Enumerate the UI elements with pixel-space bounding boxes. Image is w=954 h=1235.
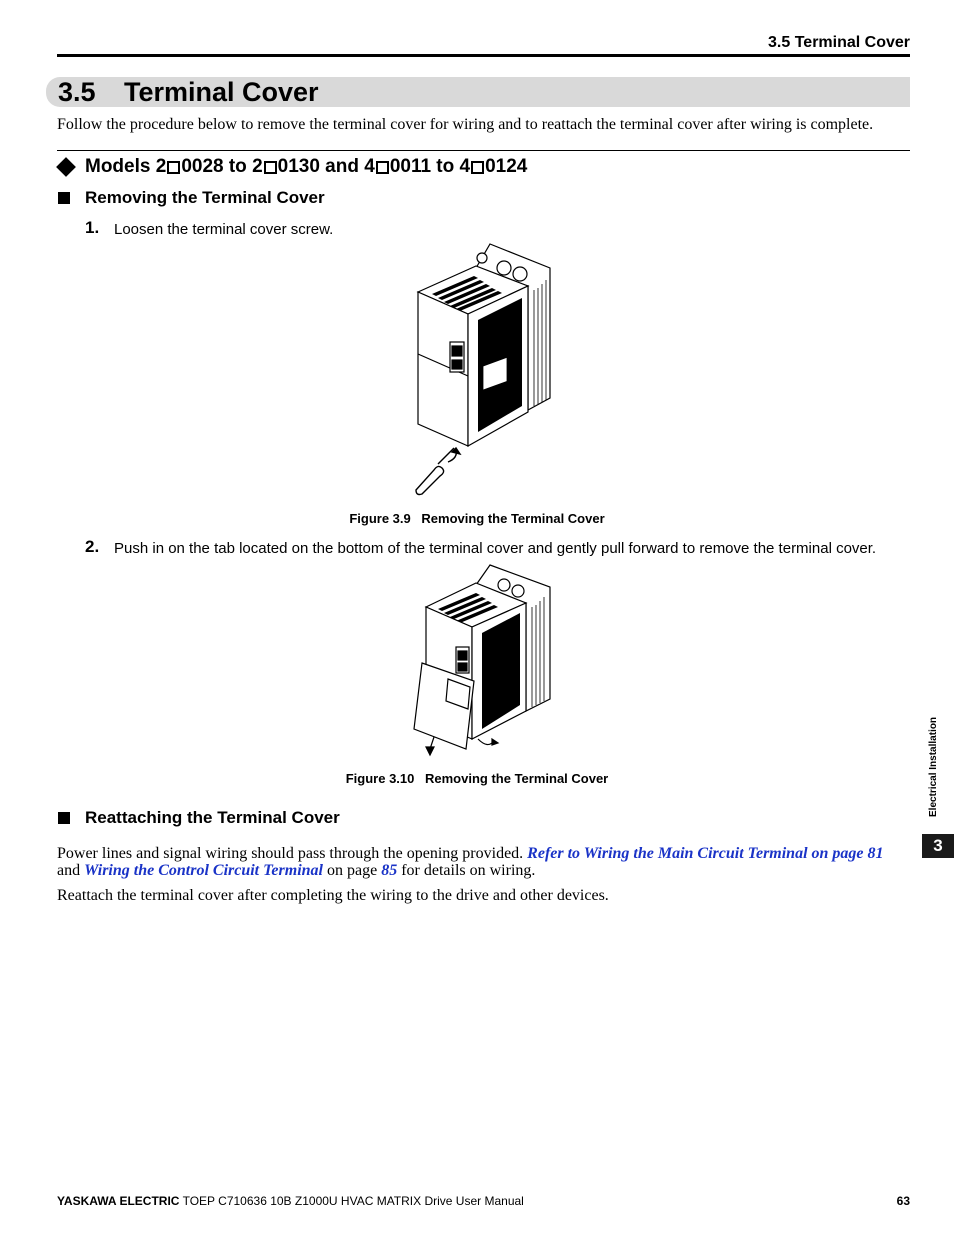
reattach-paragraph: Reattach the terminal cover after completing the wiring to the drive and other devices. xyxy=(57,887,609,904)
models-text-5: 0124 xyxy=(485,156,528,177)
placeholder-box-icon xyxy=(167,161,180,174)
placeholder-box-icon xyxy=(264,161,277,174)
placeholder-box-icon xyxy=(376,161,389,174)
models-text-4: 0011 to 4 xyxy=(389,156,471,177)
diamond-bullet-icon xyxy=(56,157,76,177)
step-1-text: Loosen the terminal cover screw. xyxy=(114,221,334,238)
chapter-side-label: Electrical Installation xyxy=(928,716,939,817)
placeholder-box-icon xyxy=(471,161,484,174)
models-text-1: Models 2 xyxy=(85,156,167,177)
section-number: 3.5 xyxy=(58,77,96,107)
section-title: Terminal Cover xyxy=(124,77,319,107)
removing-heading xyxy=(58,187,325,209)
models-text-2: 0028 to 2 xyxy=(181,156,263,177)
paragraph-text: for details on wiring. xyxy=(397,862,536,879)
link-control-circuit-terminal[interactable]: Wiring the Control Circuit Terminal xyxy=(84,862,323,879)
wiring-paragraph xyxy=(57,845,888,879)
subsection-rule xyxy=(57,150,910,151)
footer-brand: YASKAWA ELECTRIC xyxy=(57,1194,180,1208)
page-title xyxy=(58,76,319,108)
square-bullet-icon xyxy=(58,812,70,824)
reattaching-heading-text: Reattaching the Terminal Cover xyxy=(85,808,340,827)
footer-doc-title: TOEP C710636 10B Z1000U HVAC MATRIX Drive User Manual xyxy=(179,1194,524,1208)
figure-label: Figure 3.10 xyxy=(345,771,415,786)
footer-document-info xyxy=(57,1194,524,1208)
models-heading xyxy=(56,155,527,179)
figure-title: Removing the Terminal Cover xyxy=(425,771,609,786)
chapter-tab: 3 xyxy=(922,834,954,858)
models-text-3: 0130 and 4 xyxy=(277,156,375,177)
step-1-number: 1. xyxy=(85,218,100,237)
figure-3-10-caption xyxy=(0,771,954,786)
paragraph-text: and xyxy=(57,862,85,879)
figure-label: Figure 3.9 xyxy=(349,511,411,526)
paragraph-text: on page xyxy=(323,862,382,879)
square-bullet-icon xyxy=(58,192,70,204)
page-number: 63 xyxy=(896,1194,910,1208)
step-2-number: 2. xyxy=(85,537,100,556)
step-2-text: Push in on the tab located on the bottom of the terminal cover and gently pull forward to remove the terminal cover. xyxy=(114,540,877,557)
figure-3-9-caption xyxy=(0,511,954,526)
removing-heading-text: Removing the Terminal Cover xyxy=(85,188,325,207)
intro-paragraph: Follow the procedure below to remove the terminal cover for wiring and to reattach the terminal cover after wiring is complete. xyxy=(57,116,874,133)
running-header: 3.5 Terminal Cover xyxy=(768,34,910,51)
header-rule xyxy=(57,54,910,57)
paragraph-text: Power lines and signal wiring should pass through the opening provided. xyxy=(57,845,528,862)
link-page-85[interactable]: 85 xyxy=(381,862,398,879)
figure-title: Removing the Terminal Cover xyxy=(421,511,605,526)
link-main-circuit-terminal[interactable]: Refer to Wiring the Main Circuit Terminal on page 81 xyxy=(527,845,884,862)
figure-3-10-drive-illustration xyxy=(408,559,558,757)
reattaching-heading xyxy=(58,807,340,829)
figure-3-9-drive-illustration xyxy=(398,238,560,496)
